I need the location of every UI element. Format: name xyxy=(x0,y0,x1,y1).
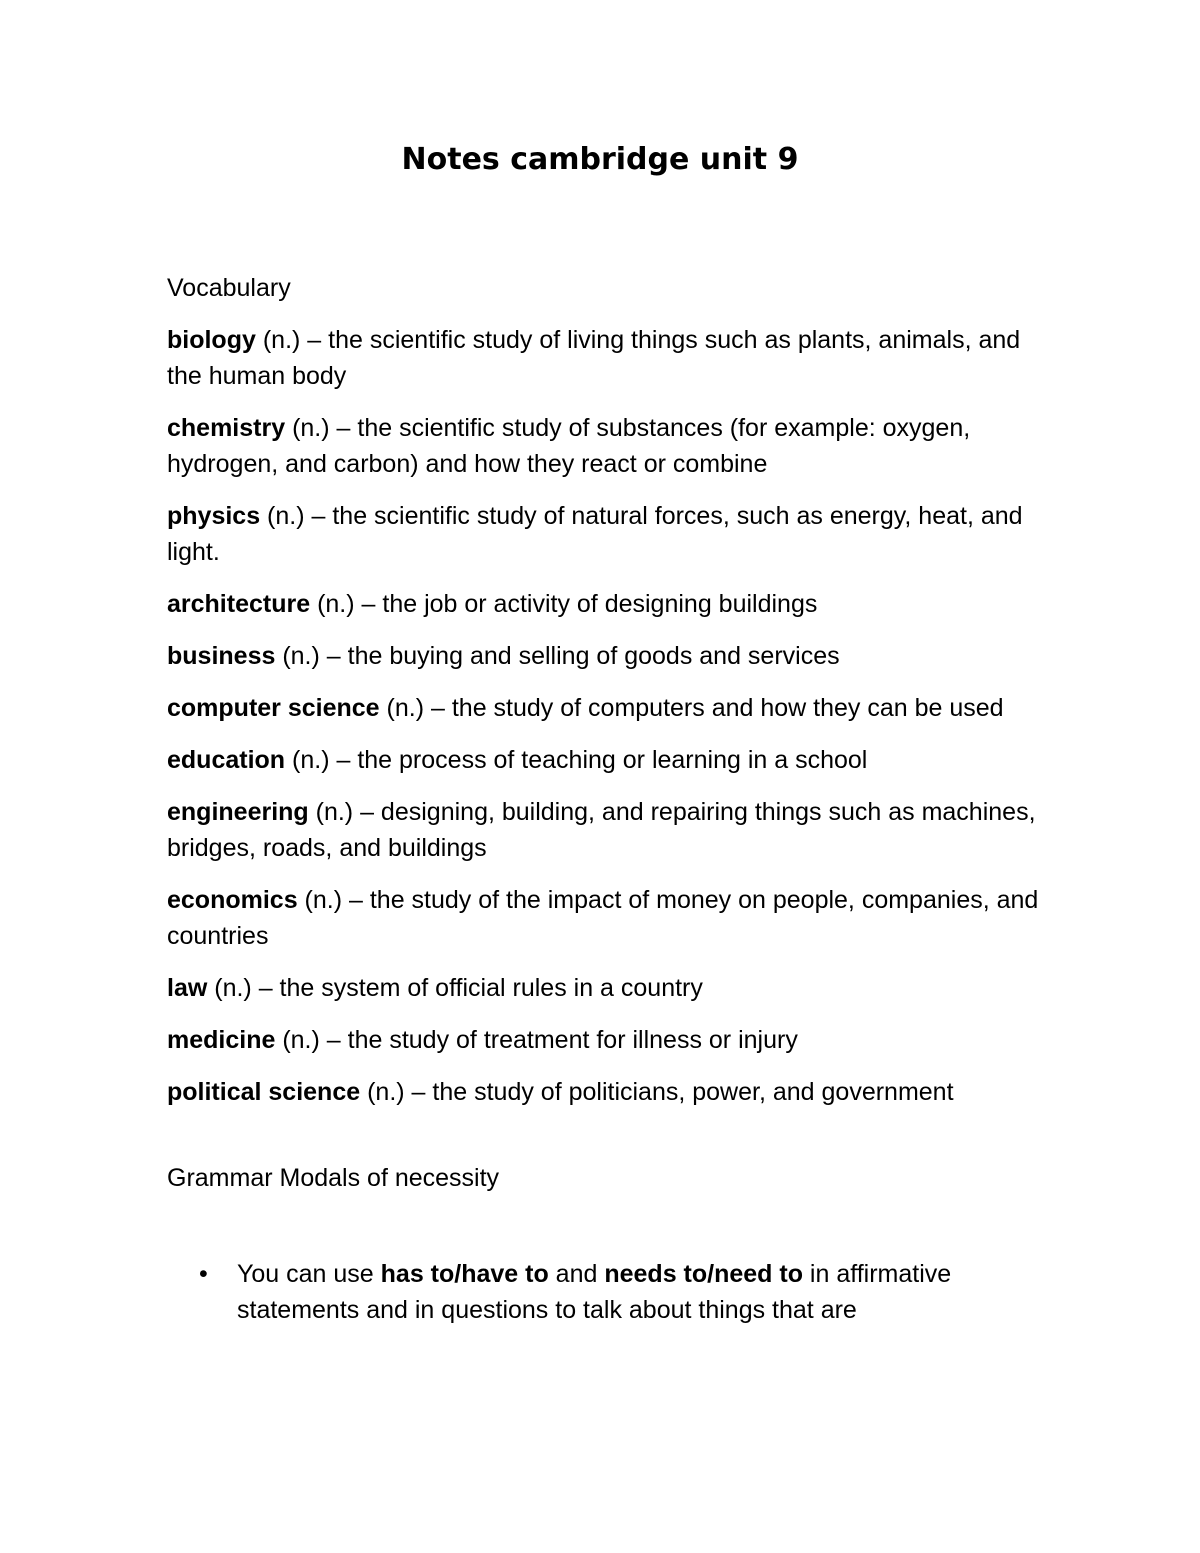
vocab-term: business xyxy=(167,642,276,670)
vocab-entry xyxy=(167,690,1047,726)
bullet-text: and xyxy=(548,1260,605,1288)
vocab-pos: (n.) xyxy=(275,1026,320,1054)
vocab-definition: – the study of computers and how they can be used xyxy=(424,694,1004,722)
vocab-pos: (n.) xyxy=(285,746,330,774)
vocab-entry xyxy=(167,1022,1047,1058)
vocab-definition: – the buying and selling of goods and services xyxy=(319,642,840,670)
vocab-entry xyxy=(167,742,1047,778)
vocab-pos: (n.) xyxy=(255,326,301,354)
vocab-definition: – the scientific study of living things such as plants, animals, and the human body xyxy=(167,326,1021,390)
vocab-term: computer science xyxy=(167,694,380,722)
vocab-term: architecture xyxy=(167,590,311,618)
vocab-definition: – the process of teaching or learning in a school xyxy=(329,746,868,774)
bullet-bold-text: needs to/need to xyxy=(604,1260,803,1288)
vocab-definition: – the job or activity of designing buildings xyxy=(354,590,818,618)
vocab-term: biology xyxy=(167,326,256,354)
vocab-term: chemistry xyxy=(167,414,286,442)
vocab-entry xyxy=(167,498,1047,570)
vocab-term: engineering xyxy=(167,798,309,826)
vocab-term: law xyxy=(167,974,208,1002)
vocab-pos: (n.) xyxy=(379,694,425,722)
vocab-term: physics xyxy=(167,502,261,530)
vocab-pos: (n.) xyxy=(275,642,320,670)
bullet-text: in affirmative statements and in questions to talk about things that are xyxy=(237,1260,952,1324)
vocab-pos: (n.) xyxy=(360,1078,405,1106)
vocab-term: political science xyxy=(167,1078,361,1106)
document-body xyxy=(167,270,1047,1328)
vocab-definition: – the study of treatment for illness or injury xyxy=(319,1026,798,1054)
vocab-pos: (n.) xyxy=(297,886,343,914)
vocab-entry xyxy=(167,970,1047,1006)
vocab-term: economics xyxy=(167,886,298,914)
vocab-pos: (n.) xyxy=(260,502,305,530)
vocab-pos: (n.) xyxy=(310,590,355,618)
vocab-definition: – the study of the impact of money on people, companies, and countries xyxy=(167,886,1039,950)
vocab-entry xyxy=(167,882,1047,954)
vocab-definition: – the scientific study of substances (for example: oxygen, hydrogen, and carbon) and how they react or combine xyxy=(167,414,971,478)
vocab-definition: – the scientific study of natural forces, such as energy, heat, and light. xyxy=(167,502,1023,566)
grammar-heading: Grammar Modals of necessity xyxy=(167,1164,500,1192)
bullet-marker: • xyxy=(199,1260,208,1288)
vocabulary-heading: Vocabulary xyxy=(167,274,291,302)
vocab-entry xyxy=(167,794,1047,866)
vocab-entry xyxy=(167,1074,1047,1110)
vocab-definition: – designing, building, and repairing things such as machines, bridges, roads, and buildings xyxy=(167,798,1036,862)
vocab-pos: (n.) xyxy=(285,414,330,442)
vocabulary-list xyxy=(167,322,1047,1110)
vocab-pos: (n.) xyxy=(207,974,252,1002)
grammar-bullet-item xyxy=(167,1256,1047,1328)
vocab-entry xyxy=(167,410,1047,482)
vocab-definition: – the system of official rules in a country xyxy=(251,974,703,1002)
bullet-bold-text: has to/have to xyxy=(380,1260,549,1288)
vocab-pos: (n.) xyxy=(308,798,354,826)
vocab-entry xyxy=(167,586,1047,622)
vocab-term: medicine xyxy=(167,1026,276,1054)
grammar-bullet-list xyxy=(167,1256,1047,1328)
vocab-entry xyxy=(167,322,1047,394)
document-title: Notes cambridge unit 9 xyxy=(401,142,799,177)
bullet-text: You can use xyxy=(237,1260,381,1288)
vocab-definition: – the study of politicians, power, and government xyxy=(404,1078,954,1106)
vocab-entry xyxy=(167,638,1047,674)
vocab-term: education xyxy=(167,746,286,774)
